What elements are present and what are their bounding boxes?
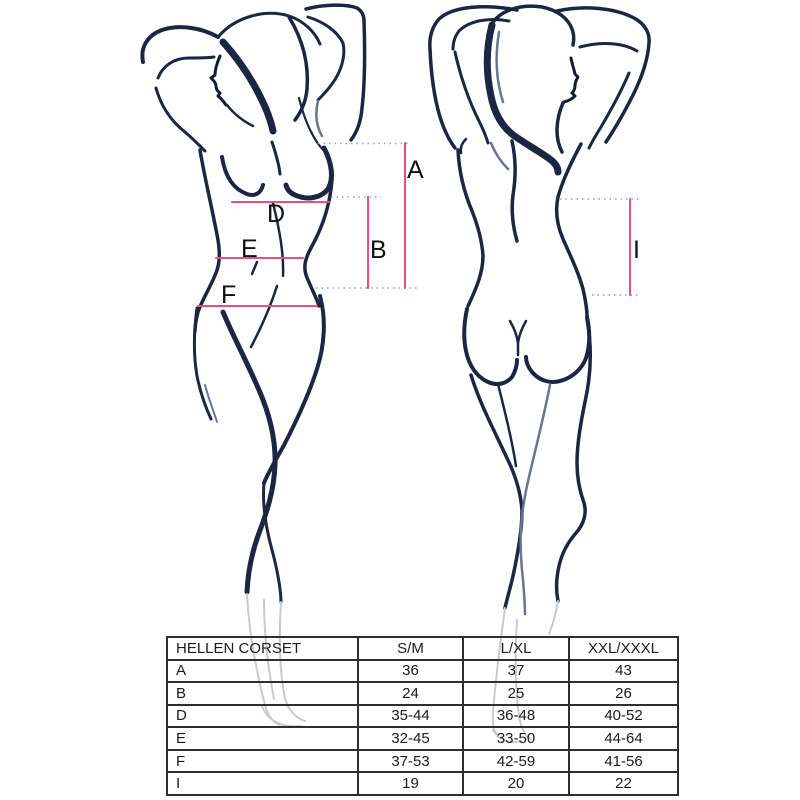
value-cell: 44-64 — [569, 727, 678, 750]
back-crack-left — [510, 321, 518, 355]
front-jaw-neck — [227, 105, 253, 126]
value-cell: 43 — [569, 660, 678, 683]
back-mid-leg — [521, 385, 550, 614]
front-chest-right — [316, 101, 322, 136]
table-row-i — [167, 772, 678, 795]
front-right-shin — [263, 483, 281, 602]
row-label: I — [167, 772, 358, 795]
back-left-arm-inner — [453, 19, 509, 49]
front-pubis-right — [251, 286, 277, 347]
back-armpit-curl — [461, 139, 466, 153]
front-hair-swoosh — [223, 42, 273, 131]
row-label: E — [167, 727, 358, 750]
table-row-b — [167, 682, 678, 705]
size-table — [166, 636, 679, 796]
measurement-label-e: E — [241, 235, 258, 263]
measurement-label-d: D — [267, 200, 286, 228]
value-cell: 42-59 — [463, 750, 569, 773]
value-cell: 32-45 — [358, 727, 463, 750]
value-cell: 20 — [463, 772, 569, 795]
back-butt-right — [526, 317, 589, 382]
size-col-header-lxl: L/XL — [463, 637, 569, 660]
back-left-leg — [471, 375, 522, 608]
back-spine — [512, 141, 517, 241]
front-right-arm-inner — [308, 17, 344, 100]
value-cell: 33-50 — [463, 727, 569, 750]
value-cell: 26 — [569, 682, 678, 705]
value-cell: 36 — [358, 660, 463, 683]
front-torso-left — [195, 150, 219, 331]
size-col-header-xxl: XXL/XXXL — [569, 637, 678, 660]
back-face-profile — [564, 58, 578, 102]
value-cell: 37-53 — [358, 750, 463, 773]
front-leg-cross-thick — [223, 312, 275, 592]
table-row-a — [167, 660, 678, 683]
back-right-arm-inner — [580, 44, 637, 51]
front-breast-right — [286, 148, 331, 198]
value-cell: 37 — [463, 660, 569, 683]
front-left-arm-inner — [158, 57, 214, 78]
front-right-arm-outer — [306, 5, 365, 140]
back-left-arm-inner2 — [455, 52, 488, 143]
value-cell: 36-48 — [463, 705, 569, 728]
front-navel — [252, 262, 257, 274]
measurement-label-f: F — [221, 281, 237, 309]
back-neck-hair — [557, 103, 563, 152]
value-cell: 25 — [463, 682, 569, 705]
value-cell: 24 — [358, 682, 463, 705]
measurement-label-b: B — [370, 236, 387, 264]
table-row-e — [167, 727, 678, 750]
back-figure-sketch — [430, 6, 649, 742]
back-hair-accent — [497, 32, 503, 102]
back-torso-left — [458, 150, 483, 306]
front-hair-right — [289, 17, 307, 120]
front-figure-sketch — [142, 5, 364, 726]
front-face-profile — [211, 56, 226, 105]
back-head-top — [493, 6, 574, 45]
table-row-f — [167, 750, 678, 773]
front-left-shoulder — [156, 88, 205, 151]
row-label: B — [167, 682, 358, 705]
size-table-header-row — [167, 637, 678, 660]
measurement-label-i: I — [633, 236, 640, 264]
size-col-header-sm: S/M — [358, 637, 463, 660]
back-crack-right — [518, 321, 526, 343]
value-cell: 41-56 — [569, 750, 678, 773]
back-left-leg-inner — [498, 384, 516, 466]
measurement-overlay — [198, 143, 640, 309]
row-label: D — [167, 705, 358, 728]
front-head-top — [218, 13, 320, 44]
front-breast-left — [222, 157, 263, 195]
front-chest-center — [272, 142, 280, 174]
back-faded-toe — [549, 601, 558, 634]
table-title-cell: HELLEN CORSET — [167, 637, 358, 660]
row-label: A — [167, 660, 358, 683]
value-cell: 22 — [569, 772, 678, 795]
value-cell: 19 — [358, 772, 463, 795]
row-label: F — [167, 750, 358, 773]
value-cell: 40-52 — [569, 705, 678, 728]
measurement-label-a: A — [407, 156, 424, 184]
table-row-d — [167, 705, 678, 728]
value-cell: 35-44 — [358, 705, 463, 728]
back-shoulder-blade — [491, 143, 508, 169]
